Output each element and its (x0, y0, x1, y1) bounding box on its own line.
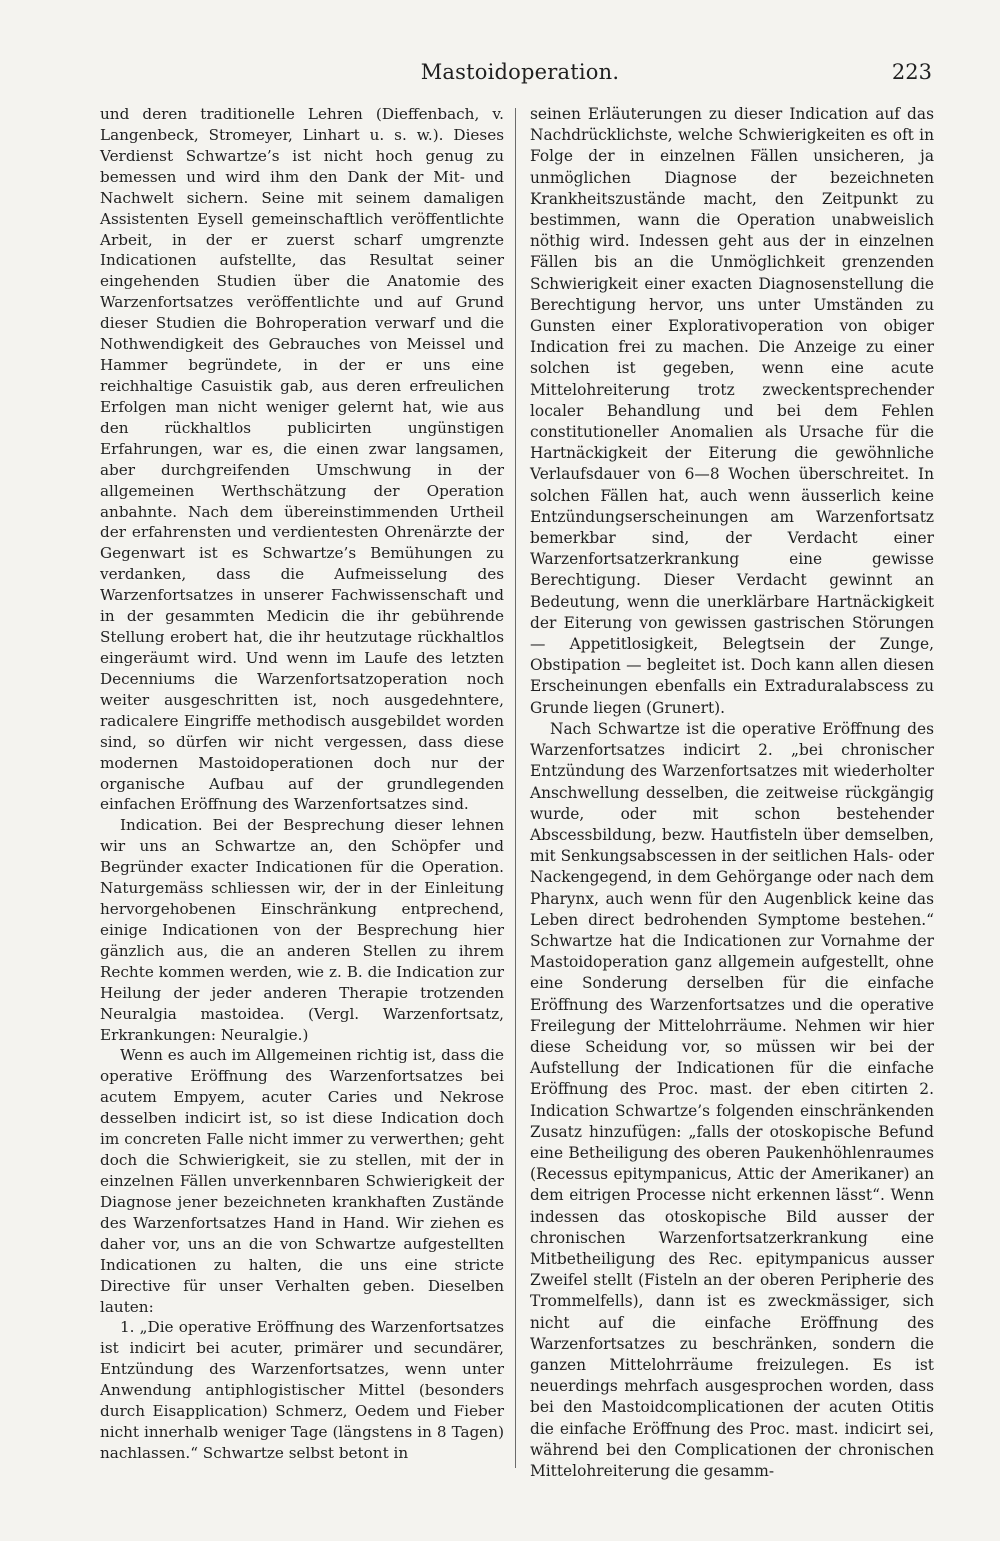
paragraph: Wenn es auch im Allgemeinen richtig ist, dass die operative Eröffnung des Warzenfortsatzes bei acutem Empyem, acuter Caries und Nekrose desselben indicirt ist, so ist diese Indication doch im concreten Falle nicht immer zu verwerthen; geht doch die Schwierigkeit, sie zu stellen, mit der in einzelnen Fällen unverkennbaren Schwierigkeit der Diagnose jener bezeichneten krankhaften Zustände des Warzenfortsatzes Hand in Hand. Wir ziehen es daher vor, uns an die von Schwartze aufgestellten Indicationen zu halten, die uns eine stricte Directive für unser Verhalten geben. Dieselben lauten: (100, 1046, 504, 1316)
paragraph: Nach Schwartze ist die operative Eröffnung des Warzenfortsatzes indicirt 2. „bei chronischer Entzündung des Warzenfortsatzes mit wiederholter Anschwellung desselben, die zeitweise rückgängig wurde, oder mit schon bestehender Abscessbildung, bezw. Hautfisteln über demselben, mit Senkungsabscessen in der seitlichen Hals- oder Nackengegend, in dem Gehörgange oder nach dem Pharynx, auch wenn für den Augenblick keine das Leben direct bedrohenden Symptome bestehen.“ Schwartze hat die Indicationen zur Vornahme der Mastoidoperation ganz allgemein aufgestellt, ohne eine Sonderung derselben für die einfache Eröffnung des Warzenfortsatzes und die operative Freilegung der Mittelohrräume. Nehmen wir hier diese Scheidung vor, so müssen wir bei der Aufstellung der Indicationen für die einfache Eröffnung des Proc. mast. der eben citirten 2. Indication Schwartze’s folgenden einschränkenden Zusatz hinzufügen: „falls der otoskopische Befund eine Betheiligung des oberen Paukenhöhlenraumes (Recessus epitympanicus, Attic der Amerikaner) an dem eitrigen Processe nicht erkennen lässt“. Wenn indessen das otoskopische Bild ausser der chronischen Warzenfortsatzerkrankung eine Mitbetheiligung des Rec. epitympanicus ausser Zweifel stellt (Fisteln an der oberen Peripherie des Trommelfells), dann ist es zweckmässiger, sich nicht auf die einfache Eröffnung des Warzenfortsatzes zu beschränken, sondern die ganzen Mittelohrräume freizulegen. Es ist neuerdings mehrfach ausgesprochen worden, dass bei den Mastoidcomplicationen der acuten Otitis die einfache Eröffnung des Proc. mast. indicirt sei, während bei den Complicationen der chronischen Mittelohreiterung die gesamm- (530, 719, 934, 1480)
column-divider (515, 108, 516, 1468)
right-column (530, 104, 934, 1482)
left-column (100, 104, 504, 1464)
numbered-indication-1: 1. „Die operative Eröffnung des Warzenfortsatzes ist indicirt bei acuter, primärer und secundärer, Entzündung des Warzenfortsatzes, wenn unter Anwendung antiphlogistischer Mittel (besonders durch Eisapplication) Schmerz, Oedem und Fieber nicht innerhalb weniger Tage (längstens in 8 Tagen) nachlassen.“ Schwartze selbst betont in (100, 1318, 504, 1462)
paragraph: seinen Erläuterungen zu dieser Indication auf das Nachdrücklichste, welche Schwierigkeiten es oft in Folge der in einzelnen Fällen unsicheren, ja unmöglichen Diagnose der bezeichneten Krankheitszustände macht, den Zeitpunkt zu bestimmen, wann die Operation unabweislich nöthig wird. Indessen geht aus der in einzelnen Fällen bis an die Unmöglichkeit grenzenden Schwierigkeit einer exacten Diagnosenstellung die Berechtigung hervor, uns unter Umständen zu Gunsten einer Explorativoperation von obiger Indication frei zu machen. Die Anzeige zu einer solchen ist gegeben, wenn eine acute Mittelohreiterung trotz zweckentsprechender localer Behandlung und bei dem Fehlen constitutioneller Anomalien als Ursache für die Hartnäckigkeit der Eiterung die gewöhnliche Verlaufsdauer von 6—8 Wochen überschreitet. In solchen Fällen hat, auch wenn äusserlich keine Entzündungserscheinungen am Warzenfortsatz bemerkbar sind, der Verdacht einer Warzenfortsatzerkrankung eine gewisse Berechtigung. Dieser Verdacht gewinnt an Bedeutung, wenn die unerklärbare Hartnäckigkeit der Eiterung von gewissen gastrischen Störungen — Appetitlosigkeit, Belegtsein der Zunge, Obstipation — begleitet ist. Doch kann allen diesen Erscheinungen ebenfalls ein Extraduralabscess zu Grunde liegen (Grunert). (530, 105, 934, 717)
paragraph: und deren traditionelle Lehren (Dieffenbach, v. Langenbeck, Stromeyer, Linhart u. s. w.). Dieses Verdienst Schwartze’s ist nicht hoch genug zu bemessen und wird ihm den Dank der Mit- und Nachwelt sichern. Seine mit seinem damaligen Assistenten Eysell gemeinschaftlich veröffentlichte Arbeit, in der er zuerst scharf umgrenzte Indicationen aufstellte, das Resultat seiner eingehenden Studien über die Anatomie des Warzenfortsatzes veröffentlichte und auf Grund dieser Studien die Bohroperation verwarf und die Nothwendigkeit des Gebrauches von Meissel und Hammer begründete, in der er uns eine reichhaltige Casuistik gab, aus deren erfreulichen Erfolgen man nicht weniger gelernt hat, wie aus den rückhaltlos publicirten ungünstigen Erfahrungen, war es, die einen zwar langsamen, aber durchgreifenden Umschwung in der allgemeinen Werthschätzung der Operation anbahnte. Nach dem übereinstimmenden Urtheil der erfahrensten und verdientesten Ohrenärzte der Gegenwart ist es Schwartze’s Bemühungen zu verdanken, dass die Aufmeisselung des Warzenfortsatzes in unserer Fachwissenschaft und in der gesammten Medicin die ihr gebührende Stellung erobert hat, die ihr heutzutage rückhaltlos eingeräumt wird. Und wenn im Laufe des letzten Decenniums die Warzenfortsatzoperation noch weiter ausgeschritten ist, noch ausgedehntere, radicalere Eingriffe methodisch ausgebildet worden sind, so dürfen wir nicht vergessen, dass diese modernen Mastoidoperationen doch nur der organische Aufbau auf der grundlegenden einfachen Eröffnung des Warzenfortsatzes sind. (100, 105, 504, 814)
running-head: Mastoidoperation. (420, 60, 620, 84)
page-header (100, 60, 940, 96)
paragraph-indication: Indication. Bei der Besprechung dieser lehnen wir uns an Schwartze an, den Schöpfer und Begründer exacter Indicationen für die Operation. Naturgemäss schliessen wir, der in der Einleitung hervorgehobenen Einschränkung entprechend, einige Indicationen von der Besprechung hier gänzlich aus, die an anderen Stellen zu ihrem Rechte kommen werden, wie z. B. die Indication zur Heilung der jeder anderen Therapie trotzenden Neuralgia mastoidea. (Vergl. Warzenfortsatz, Erkrankungen: Neuralgie.) (100, 816, 504, 1044)
page-number: 223 (891, 60, 932, 84)
